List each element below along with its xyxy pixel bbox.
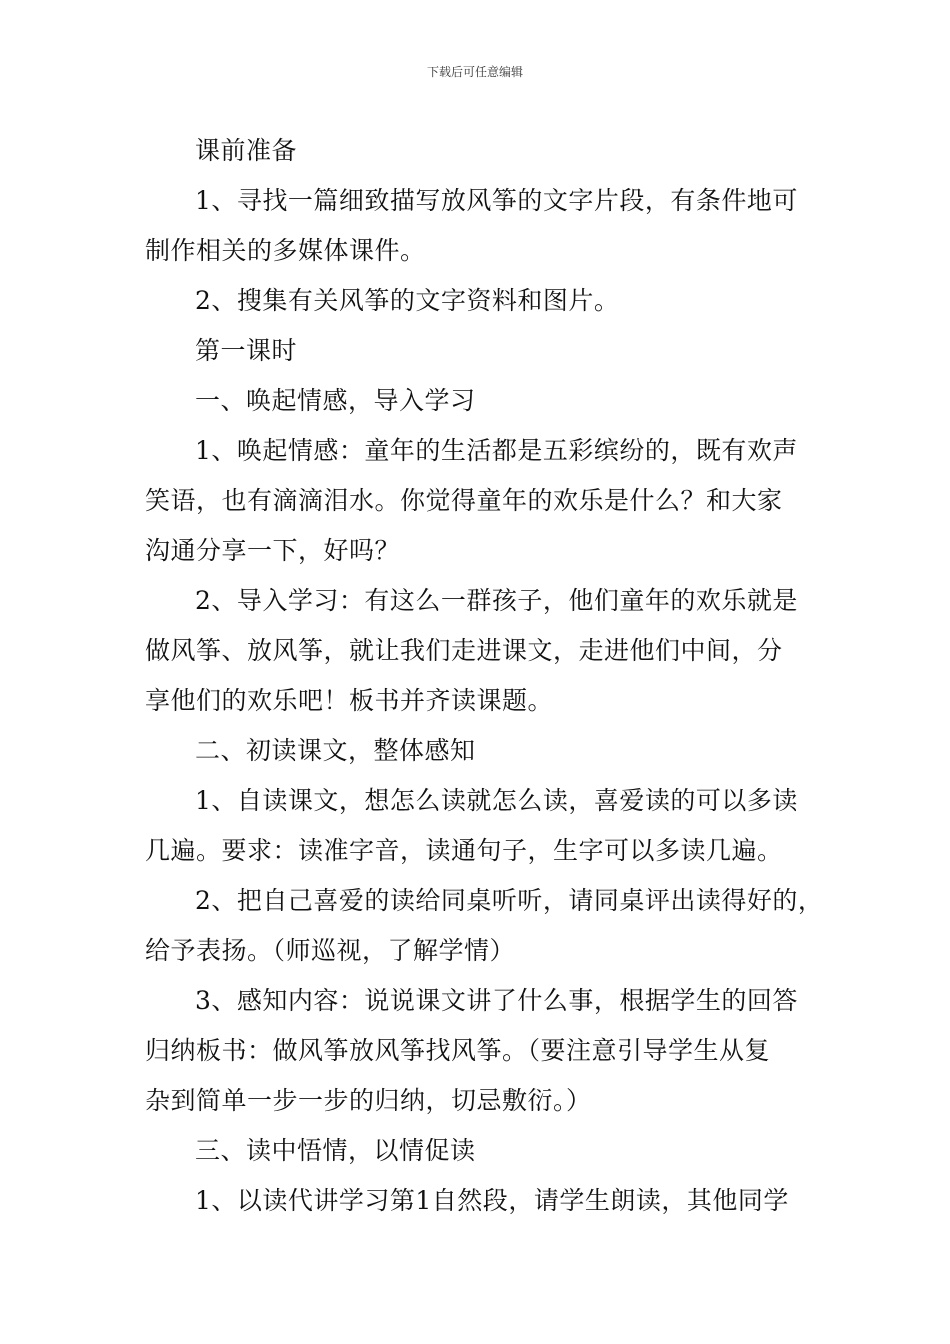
document-body <box>145 126 825 1226</box>
paragraph-line: 3、感知内容：说说课文讲了什么事，根据学生的回答 <box>195 986 798 1015</box>
paragraph-line: 1、自读课文，想怎么读就怎么读，喜爱读的可以多读 <box>195 786 798 815</box>
paragraph-line: 1、寻找一篇细致描写放风筝的文字片段，有条件地可 <box>195 186 798 215</box>
paragraph-line: 杂到简单一步一步的归纳，切忌敷衍。） <box>145 1086 592 1115</box>
paragraph-line: 沟通分享一下，好吗？ <box>145 536 401 565</box>
paragraph-line: 制作相关的多媒体课件。 <box>145 236 426 265</box>
section-heading-part-three: 三、读中悟情，以情促读 <box>195 1136 476 1165</box>
paragraph-line: 享他们的欢乐吧！板书并齐读课题。 <box>145 686 554 715</box>
paragraph-line: 2、把自己喜爱的读给同桌听听，请同桌评出读得好的， <box>195 886 824 915</box>
section-heading-part-two: 二、初读课文，整体感知 <box>195 736 476 765</box>
section-heading-part-one: 一、唤起情感，导入学习 <box>195 386 476 415</box>
paragraph-line: 1、唤起情感：童年的生活都是五彩缤纷的，既有欢声 <box>195 436 798 465</box>
section-heading-prep: 课前准备 <box>195 136 298 165</box>
paragraph-line: 1、以读代讲学习第1自然段，请学生朗读，其他同学 <box>195 1186 789 1215</box>
paragraph-line: 2、搜集有关风筝的文字资料和图片。 <box>195 286 620 315</box>
paragraph-line: 给予表扬。（师巡视，了解学情） <box>145 936 516 965</box>
paragraph-line: 做风筝、放风筝，就让我们走进课文，走进他们中间，分 <box>145 636 783 665</box>
paragraph-line: 笑语，也有滴滴泪水。你觉得童年的欢乐是什么？和大家 <box>145 486 783 515</box>
section-heading-lesson-one: 第一课时 <box>195 336 298 365</box>
paragraph-line: 归纳板书：做风筝放风筝找风筝。（要注意引导学生从复 <box>145 1036 771 1065</box>
page-header: 下载后可任意编辑 <box>426 65 523 79</box>
paragraph-line: 几遍。要求：读准字音，读通句子，生字可以多读几遍。 <box>145 836 783 865</box>
paragraph-line: 2、导入学习：有这么一群孩子，他们童年的欢乐就是 <box>195 586 798 615</box>
